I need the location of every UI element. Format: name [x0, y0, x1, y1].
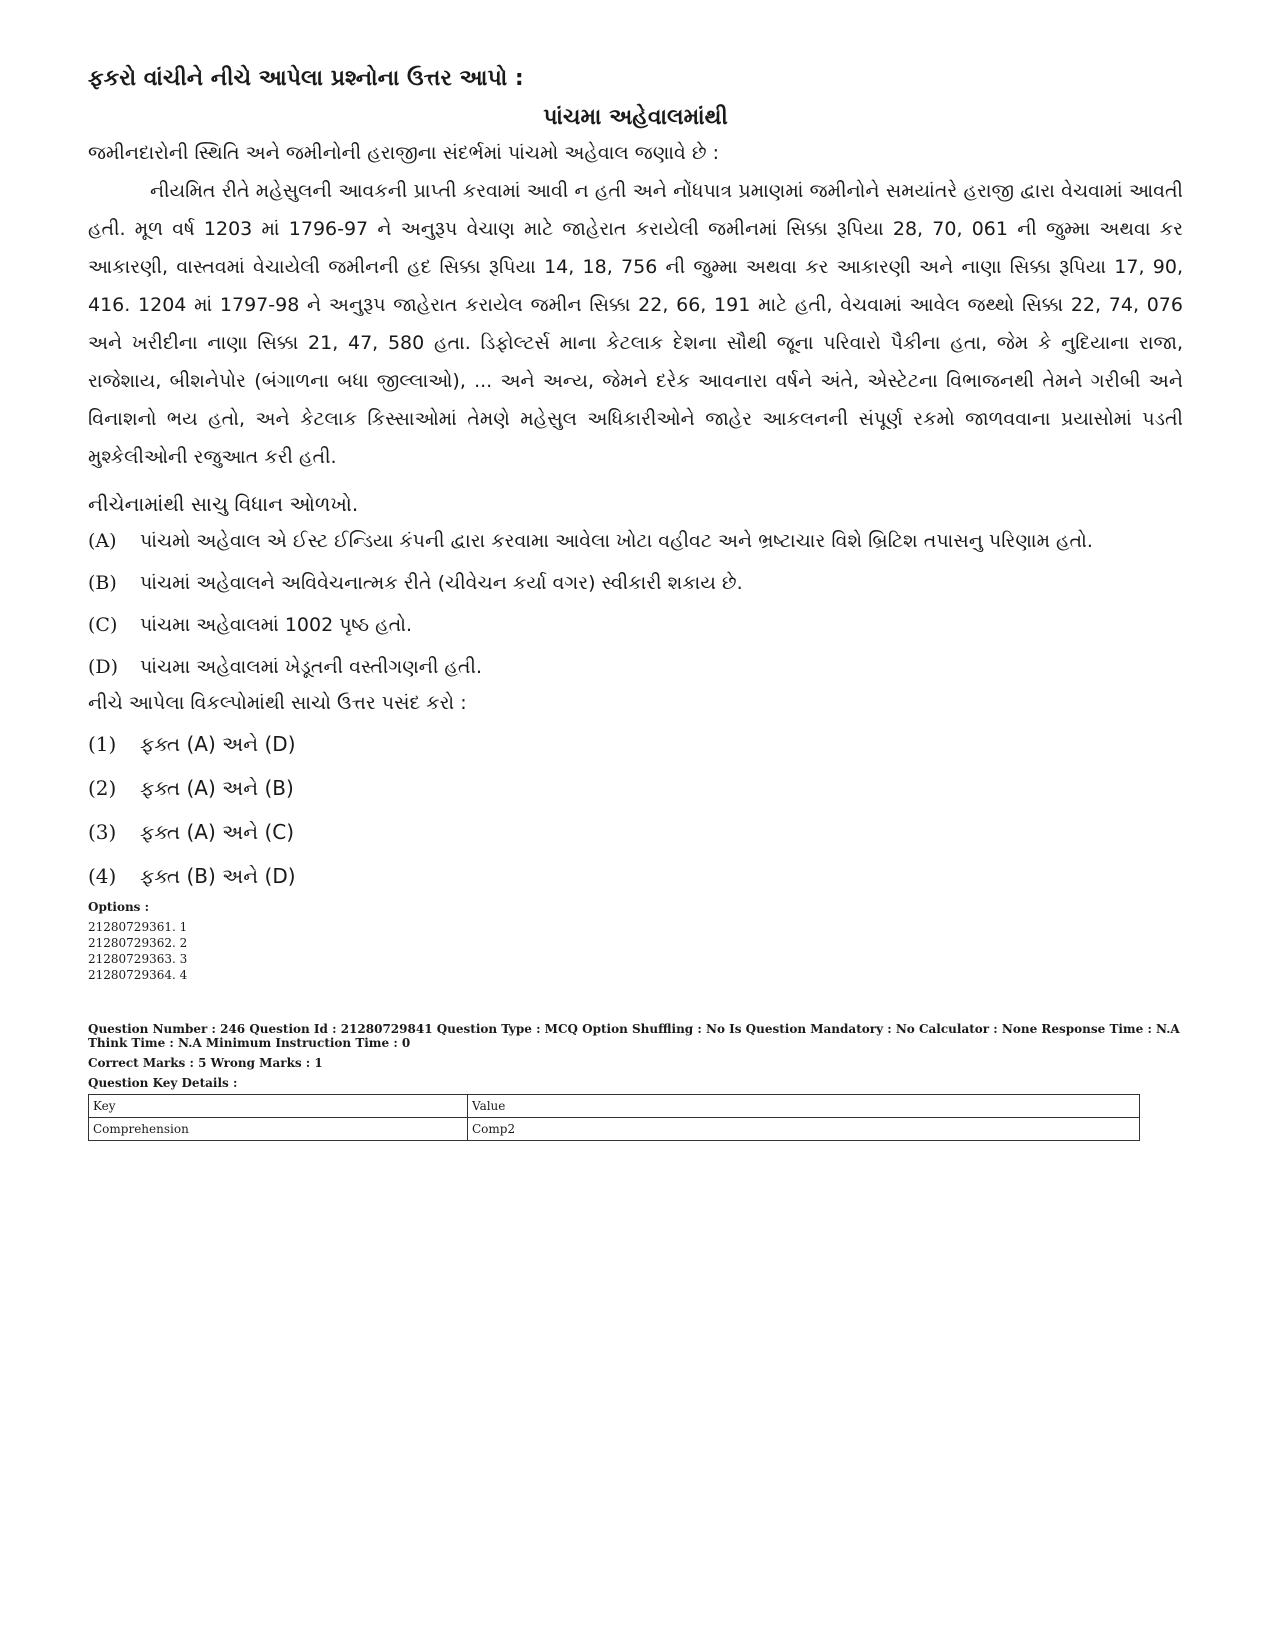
statement-label: (D): [88, 656, 119, 678]
key-details-heading: Question Key Details :: [88, 1076, 238, 1090]
statement-text: પાંચમા અહેવાલમાં ખેડૂતની વસ્તીગણની હતી.: [140, 656, 483, 678]
option-id: 21280729362. 2: [88, 936, 188, 950]
option-label: (1): [88, 732, 117, 756]
table-cell-key: Comprehension: [89, 1118, 468, 1141]
key-details-table: [88, 1094, 1140, 1141]
option-label: (3): [88, 820, 117, 844]
option-text: ફક્ત (B) અને (D): [140, 864, 296, 888]
option-label: (2): [88, 776, 117, 800]
statement-text: પાંચમા અહેવાલમાં 1002 પૃષ્ઠ હતો.: [140, 614, 412, 636]
choose-instruction: નીચે આપેલા વિકલ્પોમાંથી સાચો ઉત્તર પસંદ કરો :: [88, 692, 467, 714]
answer-option-1[interactable]: [88, 724, 1183, 764]
statement-c: [88, 606, 1183, 644]
passage-body: નીયમિત રીતે મહેસુલની આવકની પ્રાપ્તી કરવામાં આવી ન હતી અને નોંધપાત્ર પ્રમાણમાં જમીનોને સમયાંતરે હરાજી દ્વારા વેચવામાં આવતી હતી. મૂળ વર્ષ 1203 માં 1796-97 ને અનુરૂપ વેચાણ માટે જાહેરાત કરાયેલી જમીનમાં સિક્કા રૂપિયા 28, 70, 061 ની જુમ્મા અથવા કર આકારણી, વાસ્તવમાં વેચાયેલી જમીનની હદ સિક્કા રૂપિયા 14, 18, 756 ની જુમ્મા અથવા કર આકારણી અને નાણા સિક્કા રૂપિયા 17, 90, 416. 1204 માં 1797-98 ને અનુરૂપ જાહેરાત કરાયેલ જમીન સિક્કા 22, 66, 191 માટે હતી, વેચવામાં આવેલ જથ્થો સિક્કા 22, 74, 076 અને ખરીદીના નાણા સિક્કા 21, 47, 580 હતા. ડિફોલ્ટર્સ માના કેટલાક દેશના સૌથી જૂના પરિવારો પૈકીના હતા, જેમ કે નુદિયાના રાજા, રાજેશાય, બીશનેપોર (બંગાળના બધા જીલ્લાઓ), ... અને અન્ય, જેમને દરેક આવનારા વર્ષને અંતે, એસ્ટેટના વિભાજનથી તેમને ગરીબી અને વિનાશનો ભય હતો, અને કેટલાક કિસ્સાઓમાં તેમણે મહેસુલ અધિકારીઓને જાહેર આકલનની સંપૂર્ણ રકમો જાળવવાના પ્રયાસોમાં પડતી મુશ્કેલીઓની રજુઆત કરી હતી.: [88, 180, 1183, 468]
answer-option-2[interactable]: [88, 768, 1183, 808]
answer-option-4[interactable]: [88, 856, 1183, 896]
option-id: 21280729361. 1: [88, 920, 188, 934]
table-header-value: Value: [468, 1095, 1140, 1118]
statement-label: (C): [88, 614, 118, 636]
statement-label: (B): [88, 572, 117, 594]
statement-list: [88, 522, 1183, 686]
table-row: [89, 1118, 1140, 1141]
option-text: ફક્ત (A) અને (B): [140, 776, 294, 800]
statement-text: પાંચમાં અહેવાલને અવિવેચનાત્મક રીતે (ચીવેચન કર્યા વગર) સ્વીકારી શકાય છે.: [140, 572, 743, 594]
statement-label: (A): [88, 530, 117, 552]
statement-text: પાંચમો અહેવાલ એ ઈસ્ટ ઈન્ડિયા કંપની દ્વારા કરવામા આવેલા ખોટા વહીવટ અને ભ્રષ્ટાચાર વિશે બ્રિટિશ તપાસનુ પરિણામ હતો.: [140, 530, 1093, 552]
option-id: 21280729363. 3: [88, 952, 188, 966]
question-info: Question Number : 246 Question Id : 21280729841 Question Type : MCQ Option Shuffling : No Is Question Mandatory : No Calculator : None Response Time : N.A Think Time : N.A Minimum Instruction Time : 0: [88, 1022, 1180, 1050]
answer-option-3[interactable]: [88, 812, 1183, 852]
answer-options: [88, 724, 1183, 896]
instruction-heading: ફકરો વાંચીને નીચે આપેલા પ્રશ્નોના ઉત્તર આપો :: [88, 66, 524, 91]
option-text: ફક્ત (A) અને (D): [140, 732, 296, 756]
table-cell-value: Comp2: [468, 1118, 1140, 1141]
marks-info: Correct Marks : 5 Wrong Marks : 1: [88, 1056, 323, 1070]
statement-a: [88, 522, 1183, 560]
passage-intro: જમીનદારોની સ્થિતિ અને જમીનોની હરાજીના સંદર્ભમાં પાંચમો અહેવાલ જણાવે છે :: [88, 142, 719, 164]
question-page: [88, 66, 1183, 1141]
option-label: (4): [88, 864, 117, 888]
table-header-key: Key: [89, 1095, 468, 1118]
option-id: 21280729364. 4: [88, 968, 188, 982]
table-header-row: [89, 1095, 1140, 1118]
question-stem: નીચેનામાંથી સાચુ વિધાન ઓળખો.: [88, 492, 359, 516]
statement-d: [88, 648, 1183, 686]
options-heading: Options :: [88, 900, 150, 914]
option-text: ફક્ત (A) અને (C): [140, 820, 295, 844]
statement-b: [88, 564, 1183, 602]
passage-title: પાંચમા અહેવાલમાંથી: [543, 105, 728, 130]
